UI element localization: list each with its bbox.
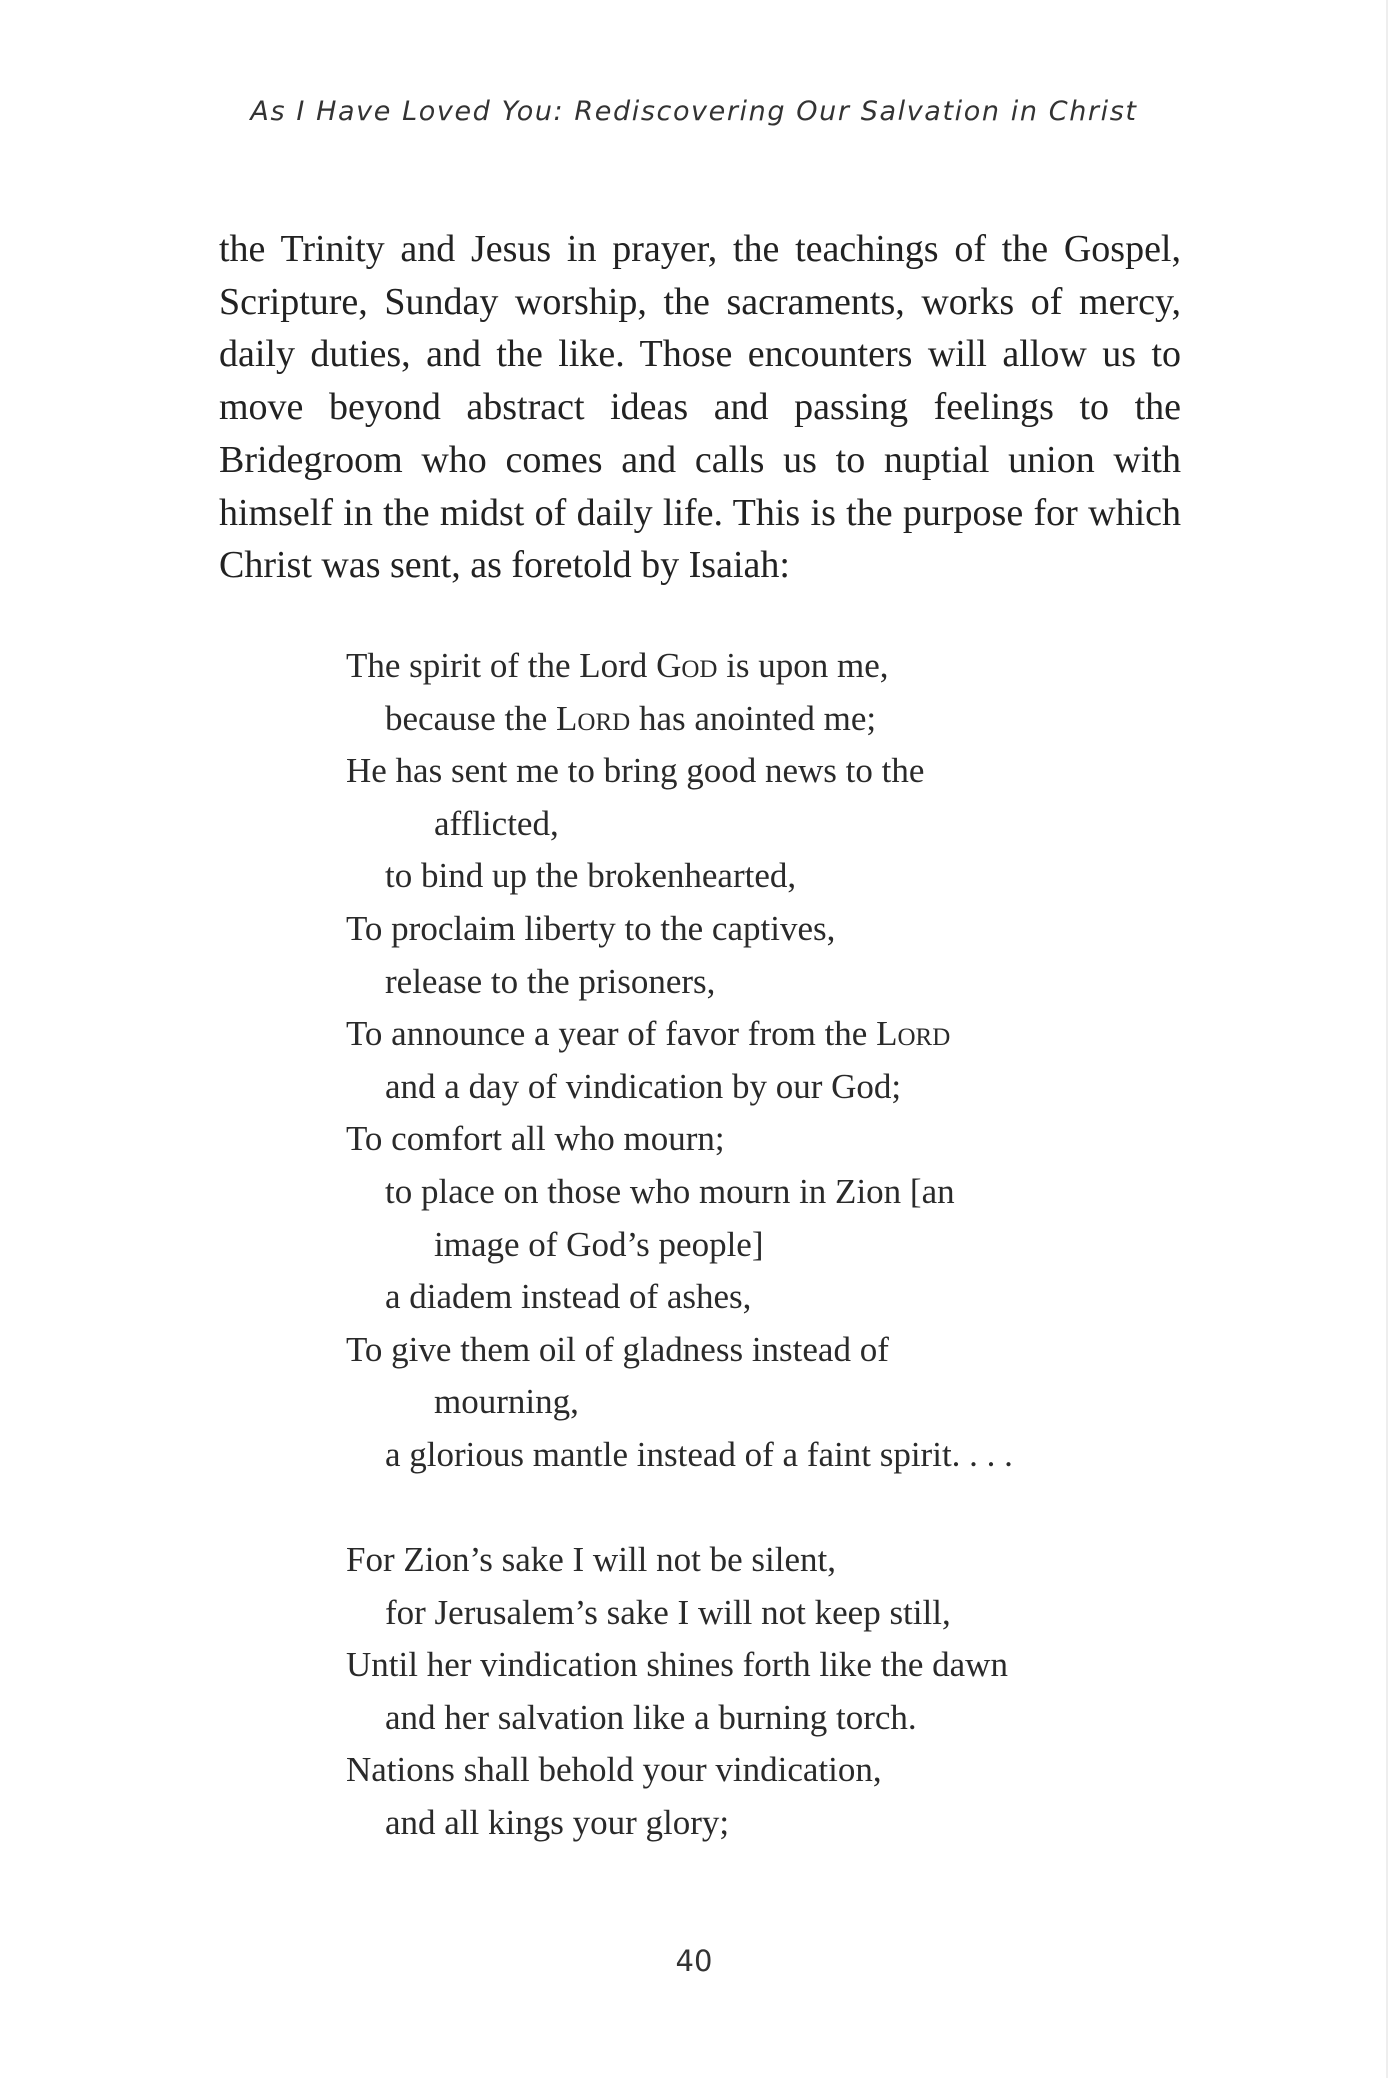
verse-line: release to the prisoners, (385, 961, 716, 1001)
verse-line: to place on those who mourn in Zion [an (385, 1171, 955, 1211)
verse-line: afflicted, (434, 803, 559, 843)
verse-line: and her salvation like a burning torch. (385, 1697, 917, 1737)
verse-line: Until her vindication shines forth like the dawn (346, 1645, 1008, 1685)
verse-line: and all kings your glory; (385, 1803, 730, 1843)
verse-line: image of God’s people] (434, 1224, 764, 1264)
verse-line: To give them oil of gladness instead of (346, 1329, 889, 1369)
quotation-stanza-1 (346, 640, 1126, 1482)
verse-line: to bind up the brokenhearted, (385, 856, 797, 896)
small-caps-lord: Lord (556, 698, 631, 738)
verse-line: The spirit of the Lord God is upon me, (346, 646, 889, 685)
running-head: As I Have Loved You: Rediscovering Our Salvation in Christ (250, 96, 1138, 127)
small-caps-god: God (656, 646, 718, 685)
verse-line: He has sent me to bring good news to the (346, 751, 925, 791)
verse-line: because the Lord has anointed me; (385, 698, 877, 738)
verse-line: For Zion’s sake I will not be silent, (346, 1540, 836, 1580)
verse-line: and a day of vindication by our God; (385, 1066, 902, 1106)
verse-line: To announce a year of favor from the Lord (346, 1014, 951, 1054)
verse-line: for Jerusalem’s sake I will not keep still, (385, 1592, 951, 1632)
verse-line: Nations shall behold your vindication, (346, 1750, 882, 1790)
verse-line: To proclaim liberty to the captives, (346, 908, 836, 948)
small-caps-lord: Lord (876, 1014, 951, 1054)
body-paragraph: the Trinity and Jesus in prayer, the teachings of the Gospel, Scripture, Sunday worship, the sacraments, works of mercy, daily duties, and the like. Those encounters will allow us to move beyond abstract ideas and passing feelings to the Bridegroom who comes and calls us to nuptial union with himself in the midst of daily life. This is the purpose for which Christ was sent, as foretold by Isaiah: (219, 228, 1181, 587)
isaiah-quotation (346, 640, 1126, 1850)
verse-line: a diadem instead of ashes, (385, 1277, 752, 1317)
page-number: 40 (675, 1944, 713, 1978)
verse-line: a glorious mantle instead of a faint spirit. . . . (385, 1434, 1013, 1474)
verse-line: To comfort all who mourn; (346, 1119, 725, 1159)
verse-line: mourning, (434, 1382, 579, 1422)
quotation-stanza-2 (346, 1534, 1126, 1850)
